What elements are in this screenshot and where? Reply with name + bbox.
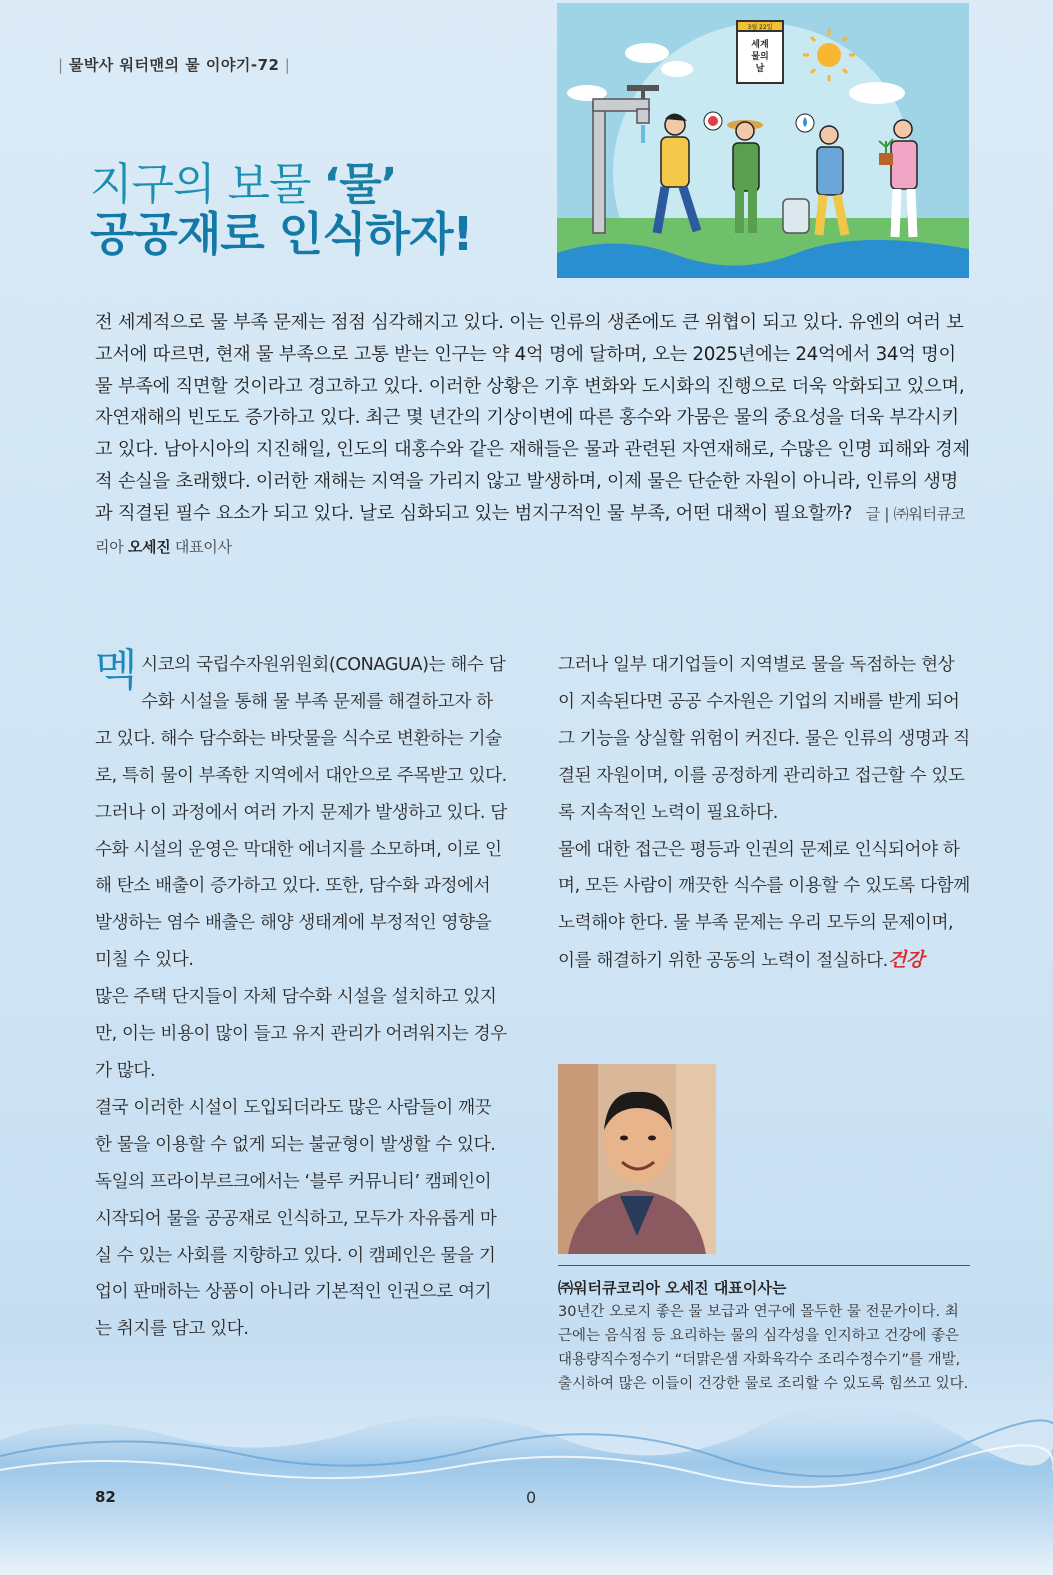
- byline-prefix: 글 | ㈜워터큐코리아: [95, 504, 966, 556]
- lead-paragraph: [95, 307, 975, 563]
- byline-suffix: 대표이사: [170, 537, 232, 556]
- body-paragraph-2: 그러나 이 과정에서 여러 가지 문제가 발생하고 있다. 담수화 시설의 운영은 막대한 에너지를 소모하며, 이로 인해 탄소 배출이 증가하고 있다. 또한, 담수화 과정에서 발생하는 염수 배출은 해양 생태계에 부정적인 영향을 미칠 수 있다.: [95, 802, 507, 971]
- author-portrait: [558, 1064, 716, 1254]
- body-paragraph-7-text: 물에 대한 접근은 평등과 인권의 문제로 인식되어야 하며, 모든 사람이 깨끗한 식수를 이용할 수 있도록 다함께 노력해야 한다. 물 부족 문제는 우리 모두의 문제이며, 이를 해결하기 위한 공동의 노력이 절실하다.: [558, 839, 970, 972]
- footer-center-mark: 0: [526, 1488, 537, 1507]
- health-end-mark: 건강: [887, 949, 924, 972]
- world-water-day-sign: [737, 21, 783, 83]
- series-divider-left: |: [58, 56, 69, 74]
- body-column-right: [558, 647, 970, 980]
- page-number: 82: [95, 1488, 116, 1506]
- header-illustration: [557, 3, 969, 278]
- sign-line-2: 물의: [751, 52, 769, 62]
- byline-name: 오세진: [127, 537, 171, 556]
- author-photo: [558, 1064, 716, 1254]
- body-paragraph-7: [558, 832, 970, 981]
- sign-line-3: 날: [755, 64, 765, 74]
- bio-heading: ㈜워터큐코리아 오세진 대표이사는: [558, 1279, 787, 1297]
- bio-text: 30년간 오로지 좋은 물 보급과 연구에 몰두한 물 전문가이다. 최근에는 음식점 등 요리하는 물의 심각성을 인지하고 건강에 좋은 대용량직수정수기 “더맑은샘 자화육각수 조리수정수기”를 개발, 출시하여 많은 이들이 건강한 물로 조리할 수 있도록 힘쓰고 있다.: [558, 1304, 969, 1392]
- body-column-left: [95, 647, 507, 1348]
- body-paragraph-3: 많은 주택 단지들이 자체 담수화 시설을 설치하고 있지만, 이는 비용이 많이 들고 유지 관리가 어려워지는 경우가 많다.: [95, 987, 507, 1081]
- body-paragraph-1: [95, 647, 507, 795]
- title-line1: [90, 160, 472, 209]
- sign-line-1: 세계: [751, 40, 769, 50]
- lead-text: 전 세계적으로 물 부족 문제는 점점 심각해지고 있다. 이는 인류의 생존에도 큰 위협이 되고 있다. 유엔의 여러 보고서에 따르면, 현재 물 부족으로 고통 받는 인구는 약 4억 명에 달하며, 오는 2025년에는 24억에서 34억 명이 물 부족에 직면할 것이라고 경고하고 있다. 이러한 상황은 기후 변화와 도시화의 진행으로 더욱 악화되고 있으며, 자연재해의 빈도도 증가하고 있다. 최근 몇 년간의 기상이변에 따른 홍수와 가뭄은 물의 중요성을 더욱 부각시키고 있다. 남아시아의 지진해일, 인도의 대홍수와 같은 재해들은 물과 관련된 자연재해로, 수많은 인명 피해와 경제적 손실을 초래했다. 이러한 재해는 지역을 가리지 않고 발생하며, 이제 물은 단순한 자원이 아니라, 인류의 생명과 직결된 필수 요소가 되고 있다. 날로 심화되고 있는 범지구적인 물 부족, 어떤 대책이 필요할까?: [95, 312, 970, 524]
- bio-divider: [558, 1265, 970, 1266]
- body-paragraph-6: 그러나 일부 대기업들이 지역별로 물을 독점하는 현상이 지속된다면 공공 수자원은 기업의 지배를 받게 되어 그 기능을 상실할 위험이 커진다. 물은 인류의 생명과 직결된 자원이며, 이를 공정하게 관리하고 접근할 수 있도록 지속적인 노력이 필요하다.: [558, 655, 970, 823]
- body-paragraph-1-text: 시코의 국립수자원위원회(CONAGUA)는 해수 담수화 시설을 통해 물 부족 문제를 해결하고자 하고 있다. 해수 담수화는 바닷물을 식수로 변환하는 기술로, 특히 물이 부족한 지역에서 대안으로 주목받고 있다.: [95, 655, 507, 786]
- body-paragraph-4: 결국 이러한 시설이 도입되더라도 많은 사람들이 깨끗한 물을 이용할 수 없게 되는 불균형이 발생할 수 있다.: [95, 1097, 496, 1155]
- world-water-day-illustration: [557, 3, 969, 278]
- author-bio: [558, 1276, 970, 1396]
- title-line2: 공공재로 인식하자!: [90, 207, 473, 262]
- title-line1-prefix: 지구의 보물: [90, 159, 324, 210]
- body-paragraph-5: 독일의 프라이부르크에서는 ‘블루 커뮤니티’ 캠페인이 시작되어 물을 공공재로 인식하고, 모두가 자유롭게 마실 수 있는 사회를 지향하고 있다. 이 캠페인은 물을 기업이 판매하는 상품이 아니라 기본적인 인권으로 여기는 취지를 담고 있다.: [95, 1171, 497, 1340]
- sign-tag: 3월 22일: [747, 24, 773, 31]
- series-text: 물박사 워터맨의 물 이야기-72: [68, 56, 280, 74]
- title-line1-bold: ‘물’: [323, 159, 397, 210]
- series-label: [58, 54, 290, 75]
- drop-cap: 멕: [95, 645, 138, 696]
- article-title: [90, 160, 472, 261]
- series-divider-right: |: [279, 56, 291, 74]
